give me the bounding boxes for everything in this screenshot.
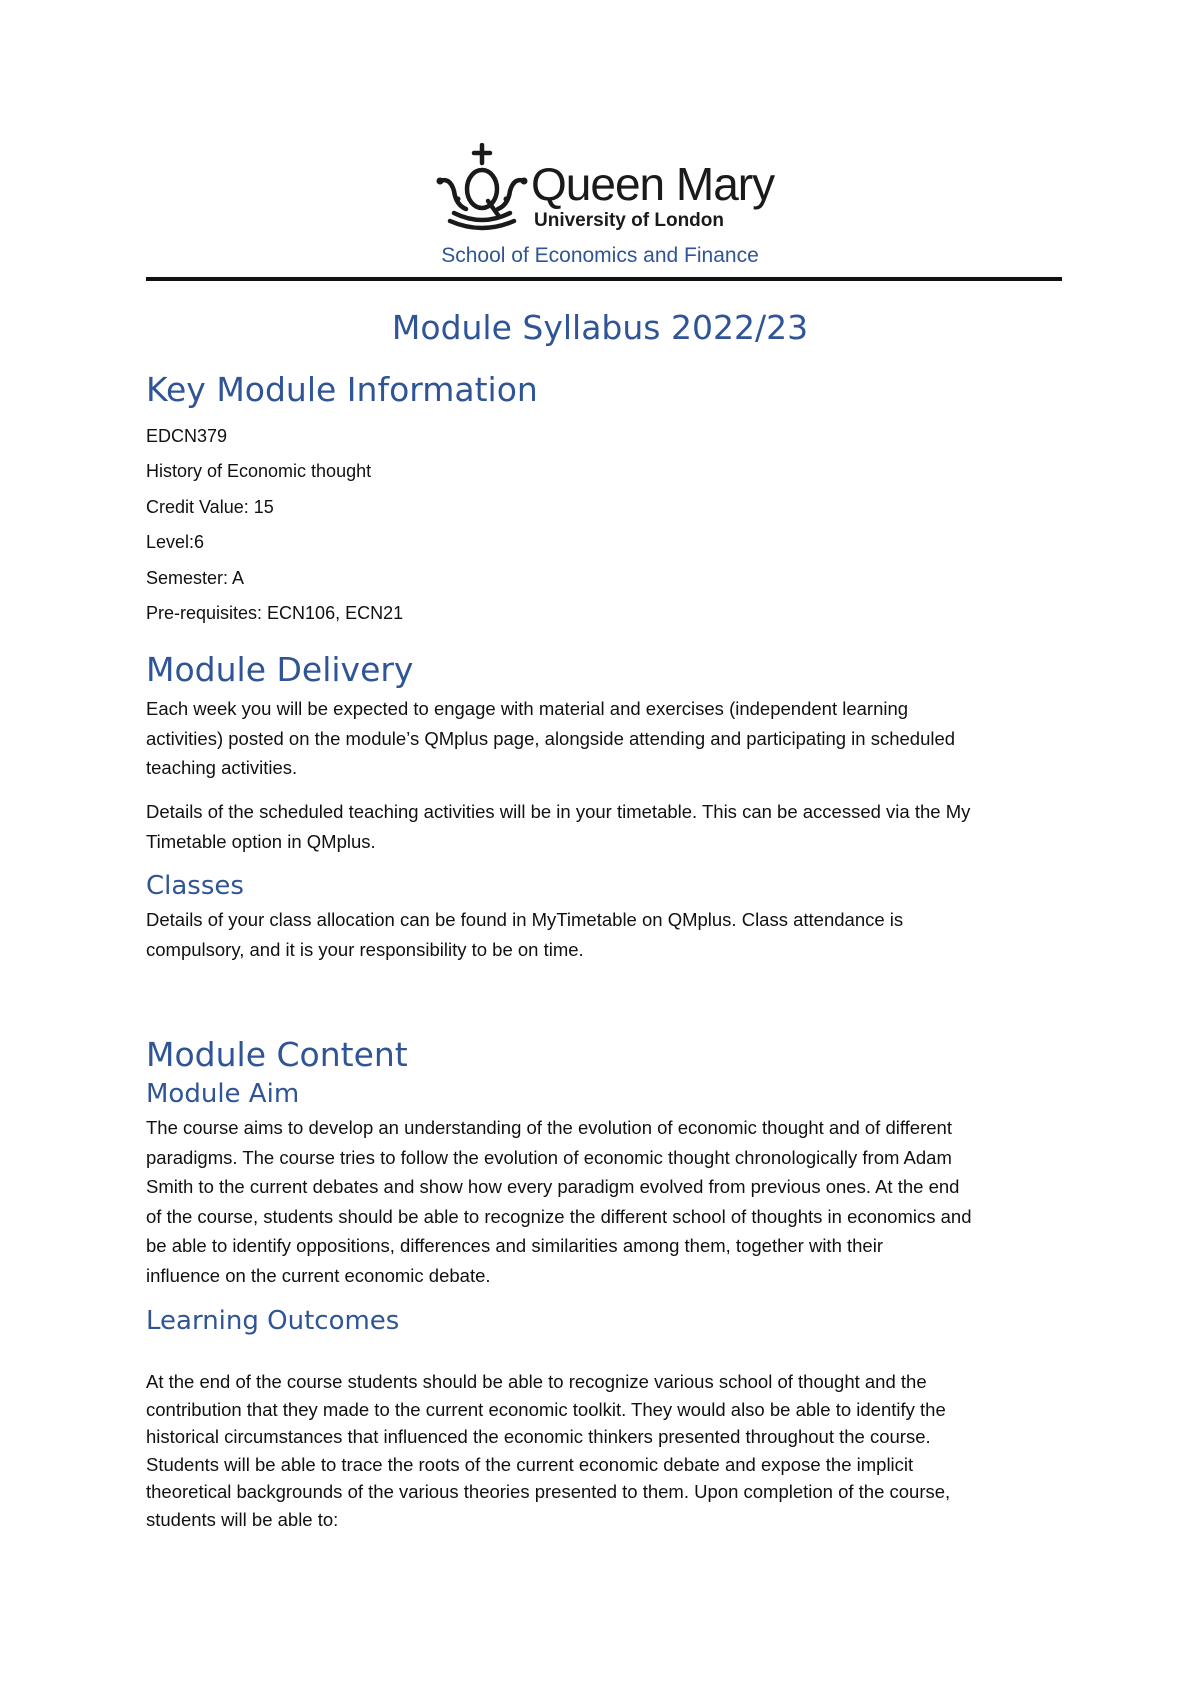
crest-icon [436,143,528,231]
delivery-paragraph-1: Each week you will be expected to engage with material and exercises (independent learning activities) posted on the module’s QMplus page, alongside attending and participating in scheduled teaching activities. [146,698,956,778]
heading-learning-outcomes: Learning Outcomes [146,1306,400,1336]
document-title: Module Syllabus 2022/23 [391,308,809,347]
heading-key-module-information: Key Module Information [146,370,538,409]
module-aim-paragraph: The course aims to develop an understanding of the evolution of economic thought and of different paradigms. The course tries to follow the evolution of economic thought chronologically from Adam Smith to the current debates and show how every paradigm evolved from previous ones. At the end of the course, students should be able to recognize the different school of thoughts in economics and be able to identify oppositions, differences and similarities among them, together with their influence on the current economic debate. [146,1117,972,1286]
header-divider [146,277,1062,281]
module-code: EDCN379 [146,426,228,446]
heading-module-aim: Module Aim [146,1079,300,1109]
learning-outcomes-paragraph: At the end of the course students should be able to recognize various school of thought and the contribution that they made to the current economic toolkit. They would also be able to identify the historical circumstances that influenced the economic thinkers presented throughout the course. Students will be able to trace the roots of the current economic debate and expose the implicit theoretical backgrounds of the various theories presented to them. Upon completion of the course, students will be able to: [146,1371,951,1530]
heading-classes: Classes [146,871,244,901]
logo-wordmark: Queen Mary [531,158,775,210]
credit-value: Credit Value: 15 [146,497,274,517]
university-logo [436,143,776,231]
delivery-paragraph-2: Details of the scheduled teaching activities will be in your timetable. This can be accessed via the My Timetable option in QMplus. [146,801,971,852]
module-prerequisites: Pre-requisites: ECN106, ECN21 [146,603,404,623]
school-name: School of Economics and Finance [441,244,759,267]
classes-paragraph: Details of your class allocation can be found in MyTimetable on QMplus. Class attendance is compulsory, and it is your responsibility to be on time. [146,909,904,960]
logo-subtitle: University of London [534,210,724,231]
heading-module-delivery: Module Delivery [146,650,414,689]
module-name: History of Economic thought [146,461,372,481]
module-level: Level:6 [146,532,205,552]
heading-module-content: Module Content [146,1035,408,1074]
module-semester: Semester: A [146,568,245,588]
